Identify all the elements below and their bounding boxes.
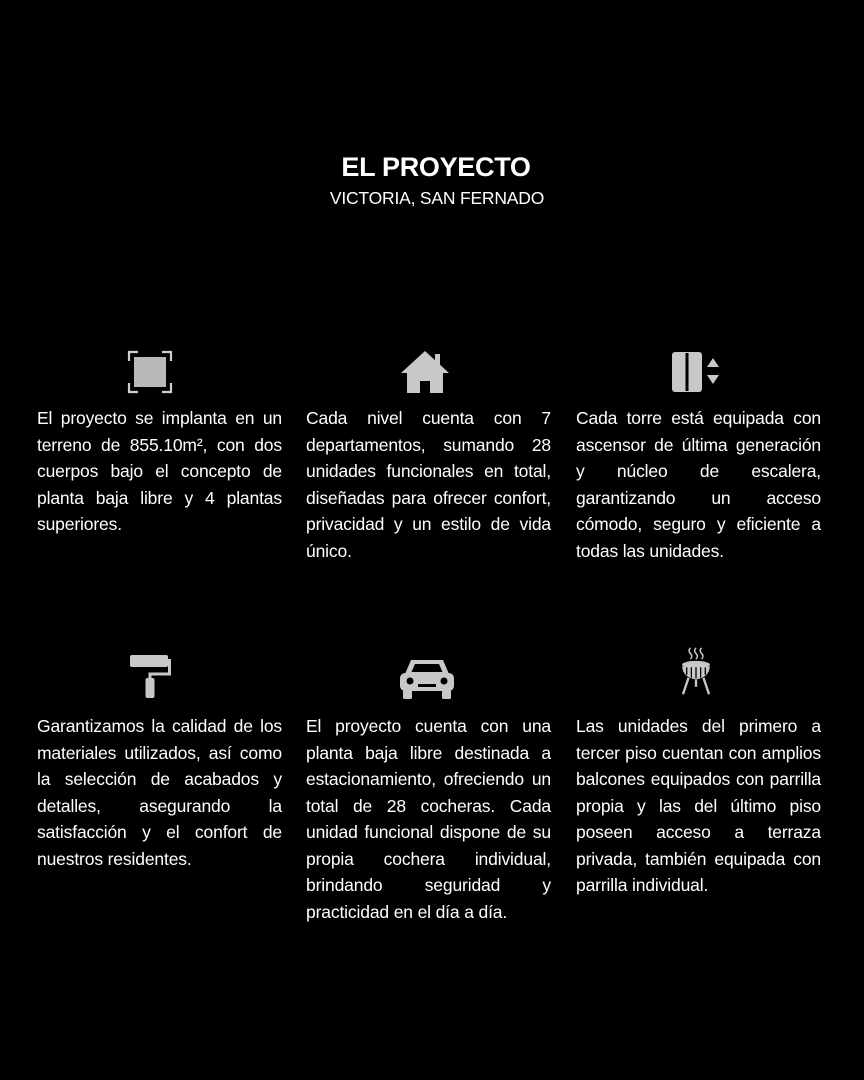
feature-text: Cada nivel cuenta con 7 departamentos, sumando 28 unidades funcionales en total, diseñadas para ofrecer confort, privacidad y un estilo de vida único. xyxy=(306,408,551,561)
feature-lot-area xyxy=(37,346,282,546)
section-header xyxy=(0,150,864,210)
feature-parking xyxy=(306,652,551,952)
feature-text: El proyecto cuenta con una planta baja libre destinada a estacionamiento, ofreciendo un total de 28 cocheras. Cada unidad funcional dispone de su propia cochera individual, brindando seguridad y practicidad en el día a día. xyxy=(306,716,551,922)
feature-units xyxy=(306,346,551,566)
feature-balconies xyxy=(576,646,821,926)
house-icon xyxy=(395,346,455,398)
feature-text: Cada torre está equipada con ascensor de última generación y núcleo de escalera, garantizando un acceso cómodo, seguro y eficiente a todas las unidades. xyxy=(576,408,821,561)
feature-materials xyxy=(37,652,282,912)
car-icon xyxy=(397,652,457,704)
page-subtitle: VICTORIA, SAN FERNADO xyxy=(329,188,545,208)
feature-elevator xyxy=(576,346,821,596)
barbecue-grill-icon xyxy=(666,646,726,698)
paint-roller-icon xyxy=(120,652,180,704)
elevator-icon xyxy=(666,346,726,398)
feature-text: El proyecto se implanta en un terreno de 855.10m², con dos cuerpos bajo el concepto de planta baja libre y 4 plantas superiores. xyxy=(37,408,282,534)
feature-text: Las unidades del primero a tercer piso cuentan con amplios balcones equipados con parrilla propia y las del último piso poseen acceso a terraza privada, también equipada con parrilla individual. xyxy=(576,716,821,895)
page-title: EL PROYECTO xyxy=(341,152,531,182)
feature-text: Garantizamos la calidad de los materiales utilizados, así como la selección de acabados y detalles, asegurando la satisfacción y el confort de nuestros residentes. xyxy=(37,716,282,869)
area-frame-icon xyxy=(120,346,180,398)
